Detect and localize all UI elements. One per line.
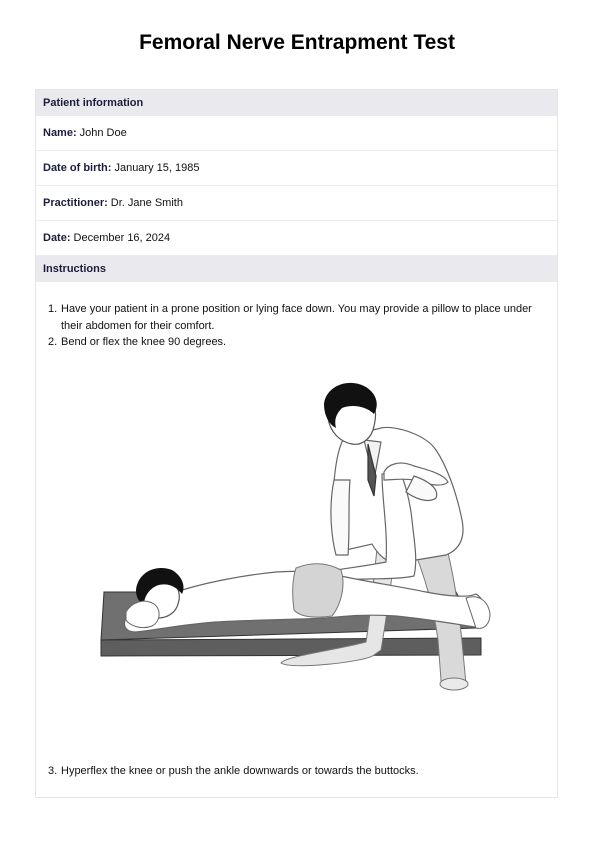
step-text: Have your patient in a prone position or lying face down. You may provide a pillow to place under their abdomen for their comfort. (61, 303, 532, 332)
step-number: 2. (48, 336, 58, 348)
dob-label: Date of birth: (43, 162, 112, 174)
date-label: Date: (43, 232, 71, 244)
practitioner-head (324, 383, 377, 444)
practitioner-row (36, 186, 557, 221)
instructions-heading: Instructions (36, 256, 557, 282)
instruction-step-2 (48, 334, 533, 351)
name-label: Name: (43, 127, 77, 139)
step-text: Hyperflex the knee or push the ankle downwards or towards the buttocks. (61, 765, 419, 777)
dob-row (36, 151, 557, 186)
date-value: December 16, 2024 (73, 232, 171, 244)
name-value: John Doe (79, 127, 127, 139)
instruction-step-3 (48, 763, 533, 780)
form-card (35, 89, 558, 798)
femoral-test-illustration (96, 380, 496, 710)
patient-info-heading: Patient information (36, 90, 557, 116)
practitioner-value: Dr. Jane Smith (110, 197, 183, 209)
date-row (36, 221, 557, 256)
dob-value: January 15, 1985 (114, 162, 200, 174)
instruction-step-1 (48, 301, 533, 334)
step-text: Bend or flex the knee 90 degrees. (61, 336, 227, 348)
step-number: 1. (48, 303, 58, 315)
practitioner-label: Practitioner: (43, 197, 108, 209)
page-title: Femoral Nerve Entrapment Test (139, 31, 455, 54)
name-row (36, 116, 557, 151)
step-number: 3. (48, 765, 58, 777)
